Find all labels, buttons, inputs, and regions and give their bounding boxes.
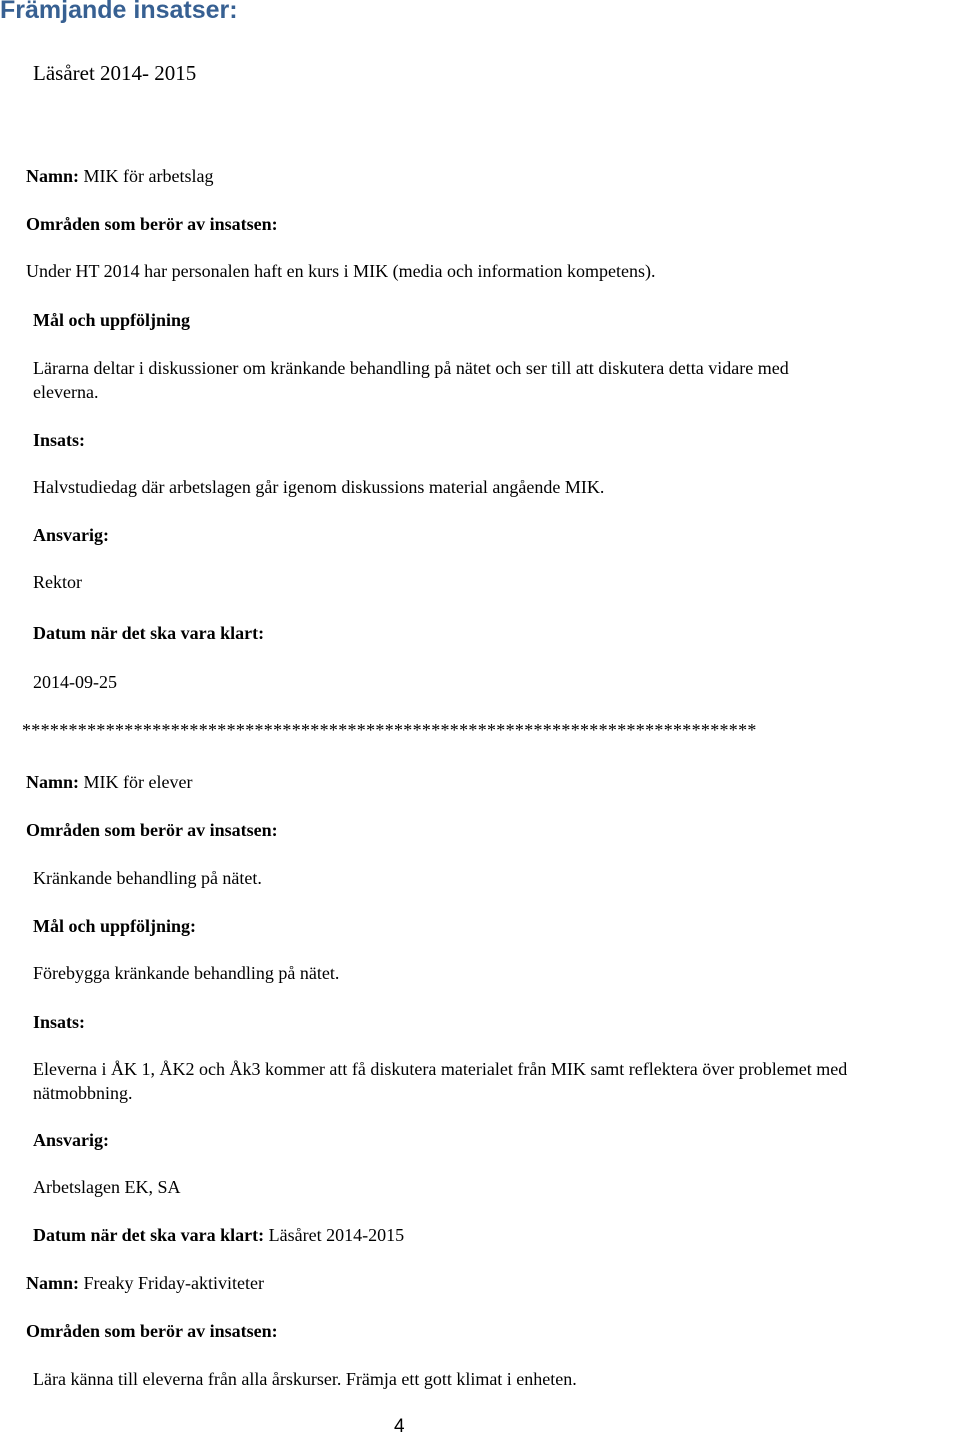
block1-areas-label: Områden som berör av insatsen: bbox=[26, 214, 278, 234]
block3-areas-text: Lära känna till eleverna från alla årskurser. Främja ett gott klimat i enheten. bbox=[33, 1369, 577, 1389]
block2-areas-label: Områden som berör av insatsen: bbox=[26, 820, 278, 840]
school-year: Läsåret 2014- 2015 bbox=[33, 61, 197, 85]
block2-action-text-2: nätmobbning. bbox=[33, 1083, 133, 1103]
block2-name-label: Namn: bbox=[26, 772, 79, 792]
block2-goal-label: Mål och uppföljning: bbox=[33, 916, 197, 936]
block2-name-value: MIK för elever bbox=[79, 772, 193, 792]
section-heading: Främjande insatser: bbox=[0, 0, 238, 24]
block2-action-label: Insats: bbox=[33, 1012, 86, 1032]
block1-goal-text-1: Lärarna deltar i diskussioner om kränkande behandling på nätet och ser till att diskutera detta vidare med bbox=[33, 358, 789, 378]
block3-name bbox=[26, 1272, 264, 1294]
block1-responsible-text: Rektor bbox=[33, 572, 82, 592]
separator-line: ******************************************************************************* bbox=[22, 720, 757, 740]
block1-action-label: Insats: bbox=[33, 430, 86, 450]
block1-areas bbox=[26, 213, 278, 235]
block2-responsible-label: Ansvarig: bbox=[33, 1130, 109, 1150]
block2-name bbox=[26, 771, 192, 793]
block2-action-text-1: Eleverna i ÅK 1, ÅK2 och Åk3 kommer att få diskutera materialet från MIK samt reflektera över problemet med bbox=[33, 1059, 848, 1079]
page-number: 4 bbox=[394, 1416, 405, 1437]
block1-name-value: MIK för arbetslag bbox=[79, 166, 214, 186]
block1-areas-text: Under HT 2014 har personalen haft en kurs i MIK (media och information kompetens). bbox=[26, 261, 656, 281]
block3-name-value: Freaky Friday-aktiviteter bbox=[79, 1273, 264, 1293]
block1-responsible-label: Ansvarig: bbox=[33, 525, 109, 545]
block1-name bbox=[26, 165, 213, 187]
block1-goal-text-2: eleverna. bbox=[33, 382, 99, 402]
block2-areas bbox=[26, 819, 278, 841]
block3-areas bbox=[26, 1320, 278, 1342]
block1-name-label: Namn: bbox=[26, 166, 79, 186]
block2-goal-text: Förebygga kränkande behandling på nätet. bbox=[33, 963, 340, 983]
block2-areas-text: Kränkande behandling på nätet. bbox=[33, 868, 262, 888]
block2-date bbox=[33, 1224, 404, 1246]
block1-date-text: 2014-09-25 bbox=[33, 672, 117, 692]
block1-action-text: Halvstudiedag där arbetslagen går igenom diskussions material angående MIK. bbox=[33, 477, 605, 497]
block2-date-label: Datum när det ska vara klart: bbox=[33, 1225, 265, 1245]
block3-name-label: Namn: bbox=[26, 1273, 79, 1293]
block2-date-value: Läsåret 2014-2015 bbox=[264, 1225, 405, 1245]
block2-responsible-text: Arbetslagen EK, SA bbox=[33, 1177, 181, 1197]
block1-date-label: Datum när det ska vara klart: bbox=[33, 623, 265, 643]
block1-goal-label: Mål och uppföljning bbox=[33, 310, 191, 330]
block3-areas-label: Områden som berör av insatsen: bbox=[26, 1321, 278, 1341]
